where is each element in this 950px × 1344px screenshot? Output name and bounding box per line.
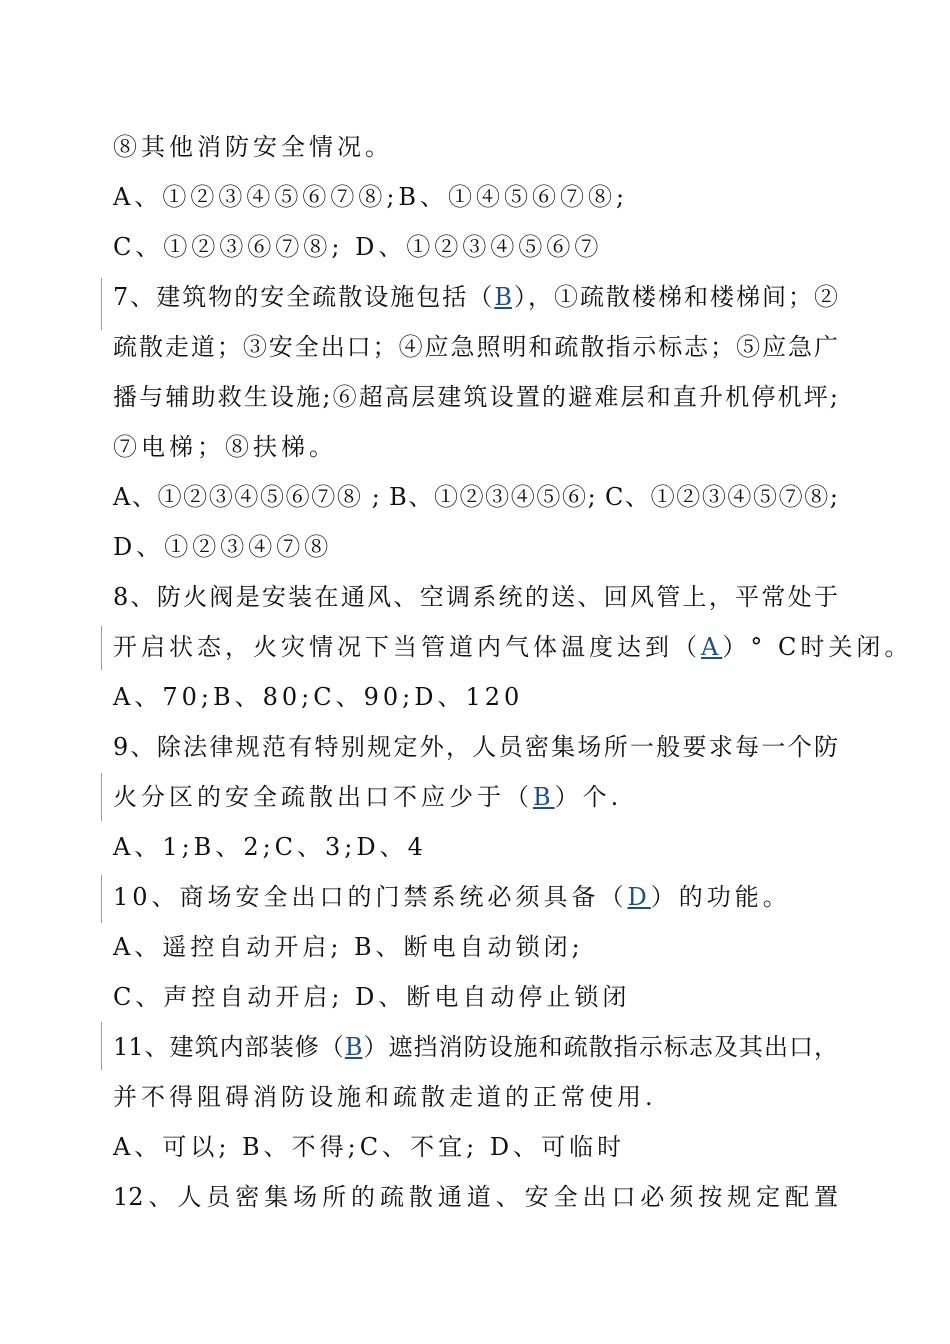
options-line: C、①②③⑥⑦⑧; D、①②③④⑤⑥⑦ [113,233,603,261]
text-line: 播与辅助救生设施;⑥超高层建筑设置的避难层和直升机停机坪; [113,383,838,411]
question-12: 12、人员密集场所的疏散通道、安全出口必须按规定配置 [113,1183,838,1211]
question-9: 9、除法律规范有特别规定外，人员密集场所一般要求每一个防 [113,733,838,761]
options-line: A、70;B、80;C、90;D、120 [113,683,524,711]
answer-link[interactable]: B [533,783,555,811]
options-line: C、声控自动开启; D、断电自动停止锁闭 [113,983,631,1011]
text-line: 疏散走道；③安全出口；④应急照明和疏散指示标志；⑤应急广 [113,333,838,361]
text-line: 火分区的安全疏散出口不应少于（B）个. [113,783,623,811]
revision-bar [101,773,102,821]
options-line: A、遥控自动开启; B、断电自动锁闭; [113,933,584,961]
question-10: 10、商场安全出口的门禁系统必须具备（D）的功能。 [113,883,791,911]
text-line: 开启状态，火灾情况下当管道内气体温度达到（A）° C时关闭。 [113,633,913,661]
question-7: 7、建筑物的安全疏散设施包括（B），①疏散楼梯和楼梯间；② [113,283,838,311]
revision-bar [101,875,102,923]
options-line: A、1;B、2;C、3;D、4 [113,833,427,861]
answer-link[interactable]: D [627,883,651,911]
text-line: ⑦电梯；⑧扶梯。 [113,433,337,461]
revision-bar [101,1022,102,1070]
question-11: 11、建筑内部装修（B）遮挡消防设施和疏散指示标志及其出口， [113,1033,839,1061]
revision-bar [101,278,102,330]
options-line: A、可以; B、不得;C、不宜; D、可临时 [113,1133,626,1161]
options-line: A、①②③④⑤⑥⑦⑧;B、①④⑤⑥⑦⑧; [113,183,629,211]
revision-bar [101,626,102,670]
options-line: D、①②③④⑦⑧ [113,533,333,561]
question-8: 8、防火阀是安装在通风、空调系统的送、回风管上，平常处于 [113,583,838,611]
options-line: A、①②③④⑤⑥⑦⑧ ; B、①②③④⑤⑥; C、①②③④⑤⑦⑧; [113,483,838,511]
text-line: ⑧其他消防安全情况。 [113,133,393,161]
answer-link[interactable]: B [494,283,512,311]
text-line: 并不得阻碍消防设施和疏散走道的正常使用. [113,1083,657,1111]
answer-link[interactable]: B [344,1033,363,1061]
answer-link[interactable]: A [701,633,723,661]
